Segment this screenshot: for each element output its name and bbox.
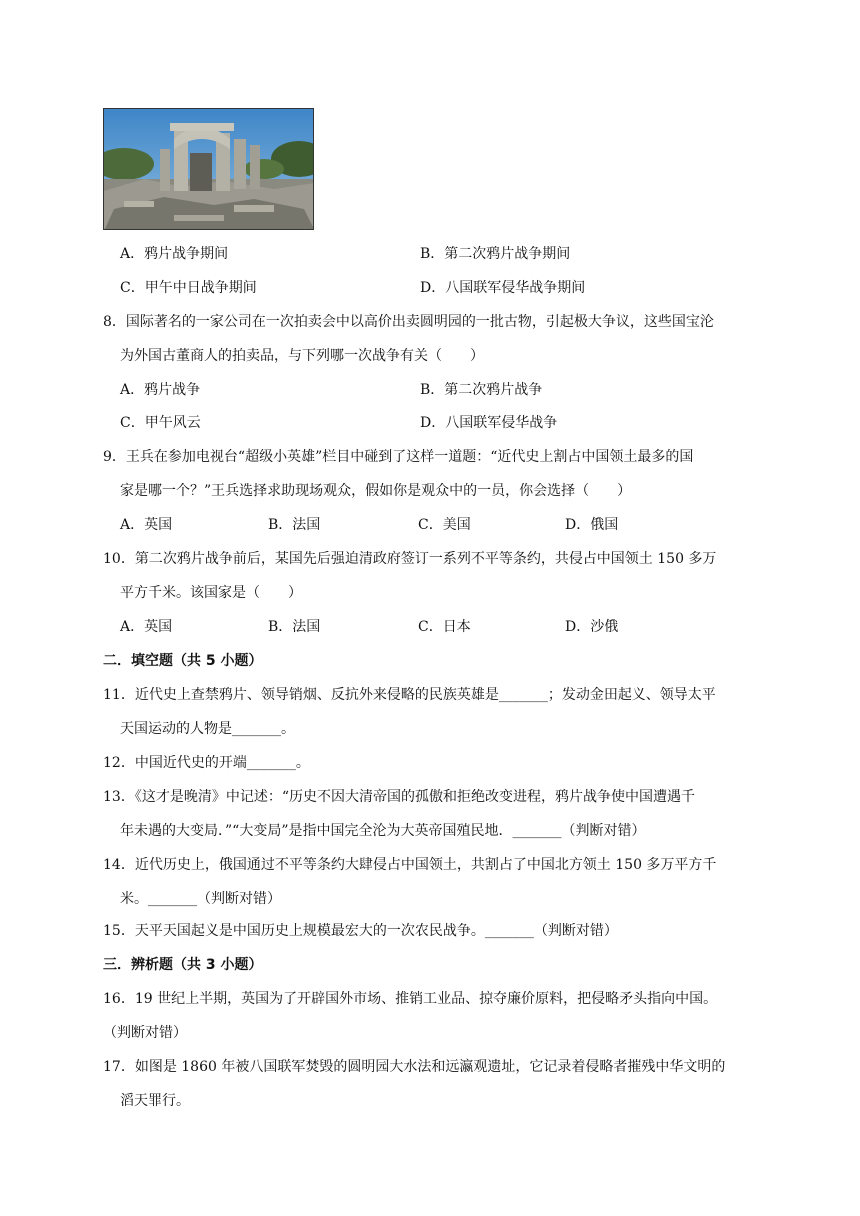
ruins-photo <box>103 108 314 230</box>
q9-option-d: D．俄国 <box>565 517 619 533</box>
section-heading-fill-blank: 二．填空题（共 5 小题） <box>103 653 263 669</box>
q8-option-c: C．甲午风云 <box>120 415 201 431</box>
q11-line-1: 11．近代史上查禁鸦片、领导销烟、反抗外来侵略的民族英雄是_______；发动金田起义、领导太平 <box>103 687 716 703</box>
q7-option-d: D．八国联军侵华战争期间 <box>420 280 586 296</box>
q9-stem-line-1: 9．王兵在参加电视台“超级小英雄”栏目中碰到了这样一道题：“近代史上割占中国领土最多的国 <box>103 449 694 465</box>
q11-line-2: 天国运动的人物是_______。 <box>120 721 295 737</box>
q8-stem-line-1: 8．国际著名的一家公司在一次拍卖会中以高价出卖圆明园的一批古物，引起极大争议，这些国宝沦 <box>103 314 714 330</box>
q9-option-b: B．法国 <box>268 517 321 533</box>
q14-line-2: 米。_______（判断对错） <box>120 891 281 907</box>
q8-option-d: D．八国联军侵华战争 <box>420 415 558 431</box>
q9-option-a: A．英国 <box>120 517 173 533</box>
ruins-illustration <box>104 109 314 230</box>
q10-option-b: B．法国 <box>268 619 321 635</box>
q17-line-2: 滔天罪行。 <box>120 1093 190 1109</box>
q16-line-2: （判断对错） <box>103 1025 187 1041</box>
q9-option-c: C．美国 <box>418 517 471 533</box>
q7-option-b: B．第二次鸦片战争期间 <box>420 246 571 262</box>
q15-line: 15．天平天国起义是中国历史上规模最宏大的一次农民战争。_______（判断对错） <box>103 923 618 939</box>
q8-option-b: B．第二次鸦片战争 <box>420 382 543 398</box>
q10-stem-line-2: 平方千米。该国家是（ ） <box>120 585 302 601</box>
q9-stem-line-2: 家是哪一个？”王兵选择求助现场观众，假如你是观众中的一员，你会选择（ ） <box>120 483 632 499</box>
q8-stem-line-2: 为外国古董商人的拍卖品，与下列哪一次战争有关（ ） <box>120 348 484 364</box>
q14-line-1: 14．近代历史上，俄国通过不平等条约大肆侵占中国领土，共割占了中国北方领土 150 多万平方千 <box>103 857 717 873</box>
q7-option-a: A．鸦片战争期间 <box>120 246 229 262</box>
section-heading-analysis: 三．辨析题（共 3 小题） <box>103 957 263 973</box>
q8-option-a: A．鸦片战争 <box>120 382 201 398</box>
q12-line: 12．中国近代史的开端_______。 <box>103 755 310 771</box>
q10-option-c: C．日本 <box>418 619 471 635</box>
q7-option-c: C．甲午中日战争期间 <box>120 280 257 296</box>
q16-line-1: 16．19 世纪上半期，英国为了开辟国外市场、推销工业品、掠夺廉价原料，把侵略矛头指向中国。 <box>103 991 718 1007</box>
q13-line-2: 年未遇的大变局．”“大变局”是指中国完全沦为大英帝国殖民地．_______（判断对错） <box>120 823 646 839</box>
q10-stem-line-1: 10．第二次鸦片战争前后，某国先后强迫清政府签订一系列不平等条约，共侵占中国领土 150 多万 <box>103 551 717 567</box>
q10-option-d: D．沙俄 <box>565 619 619 635</box>
q17-line-1: 17．如图是 1860 年被八国联军焚毁的圆明园大水法和远瀛观遗址，它记录着侵略者摧残中华文明的 <box>103 1059 726 1075</box>
q13-line-1: 13．《这才是晚清》中记述：“历史不因大清帝国的孤傲和拒绝改变进程，鸦片战争使中国遭遇千 <box>103 789 695 805</box>
q10-option-a: A．英国 <box>120 619 173 635</box>
